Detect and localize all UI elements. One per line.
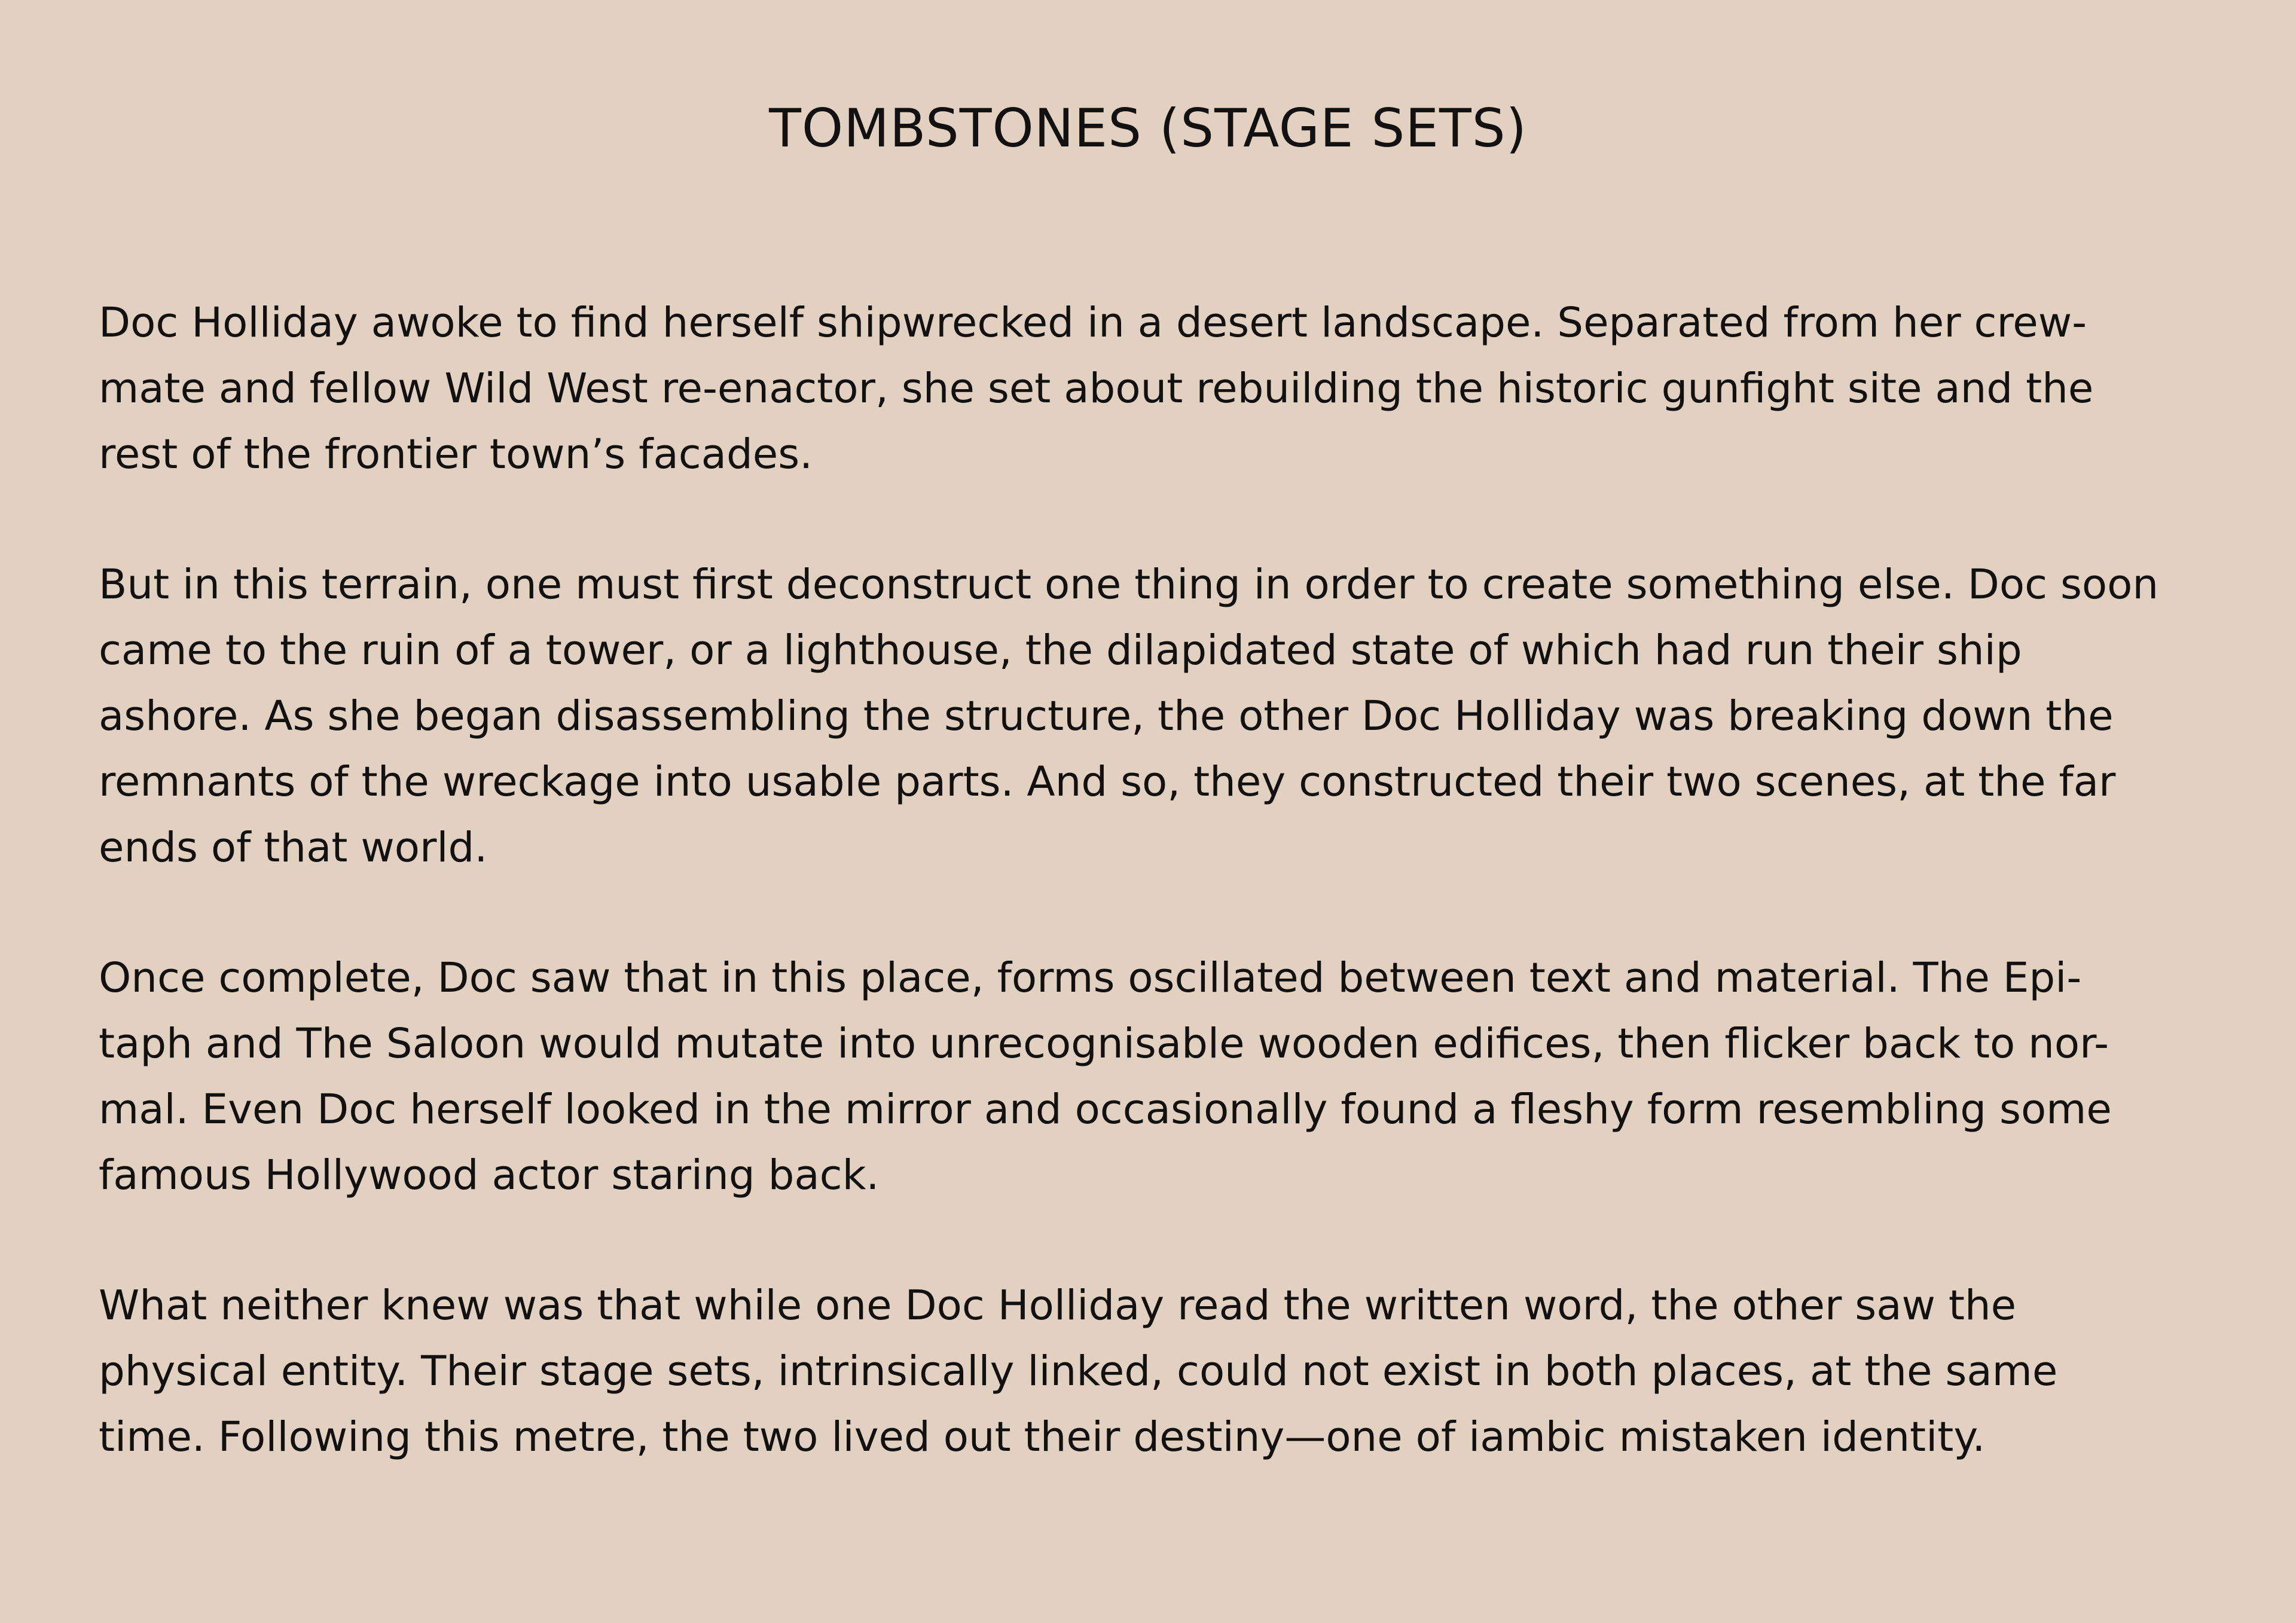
paragraph-2: But in this terrain, one must first deconstruct one thing in order to create something else. Doc soon came to the ruin of a tower, or a lighthouse, the dilapidated state of which had run their ship ashore. As she began disassembling the structure, the other Doc Holliday was breaking down the remnants of the wreckage into usable parts. And so, they constructed their two scenes, at the far ends of that world. xyxy=(99,561,2159,872)
page-title: TOMBSTONES (STAGE SETS) xyxy=(769,97,1527,159)
paragraph-3: Once complete, Doc saw that in this place, forms oscillated between text and material. The Epi- taph and The Saloon would mutate into unrecognisable wooden edifices, then flicker back to nor- mal. Even Doc herself looked in the mirror and occasionally found a fleshy form resembling some famous Hollywood actor staring back. xyxy=(99,954,2112,1199)
paragraph-1: Doc Holliday awoke to find herself shipwrecked in a desert landscape. Separated from her crew- mate and fellow Wild West re-enactor, she set about rebuilding the historic gunfight site and the rest of the frontier town’s facades. xyxy=(99,299,2094,478)
body-text xyxy=(99,290,2197,1470)
paragraph-4: What neither knew was that while one Doc Holliday read the written word, the other saw the physical entity. Their stage sets, intrinsically linked, could not exist in both places, at the same time. Following this metre, the two lived out their destiny—one of iambic mistaken identity. xyxy=(99,1282,2058,1461)
